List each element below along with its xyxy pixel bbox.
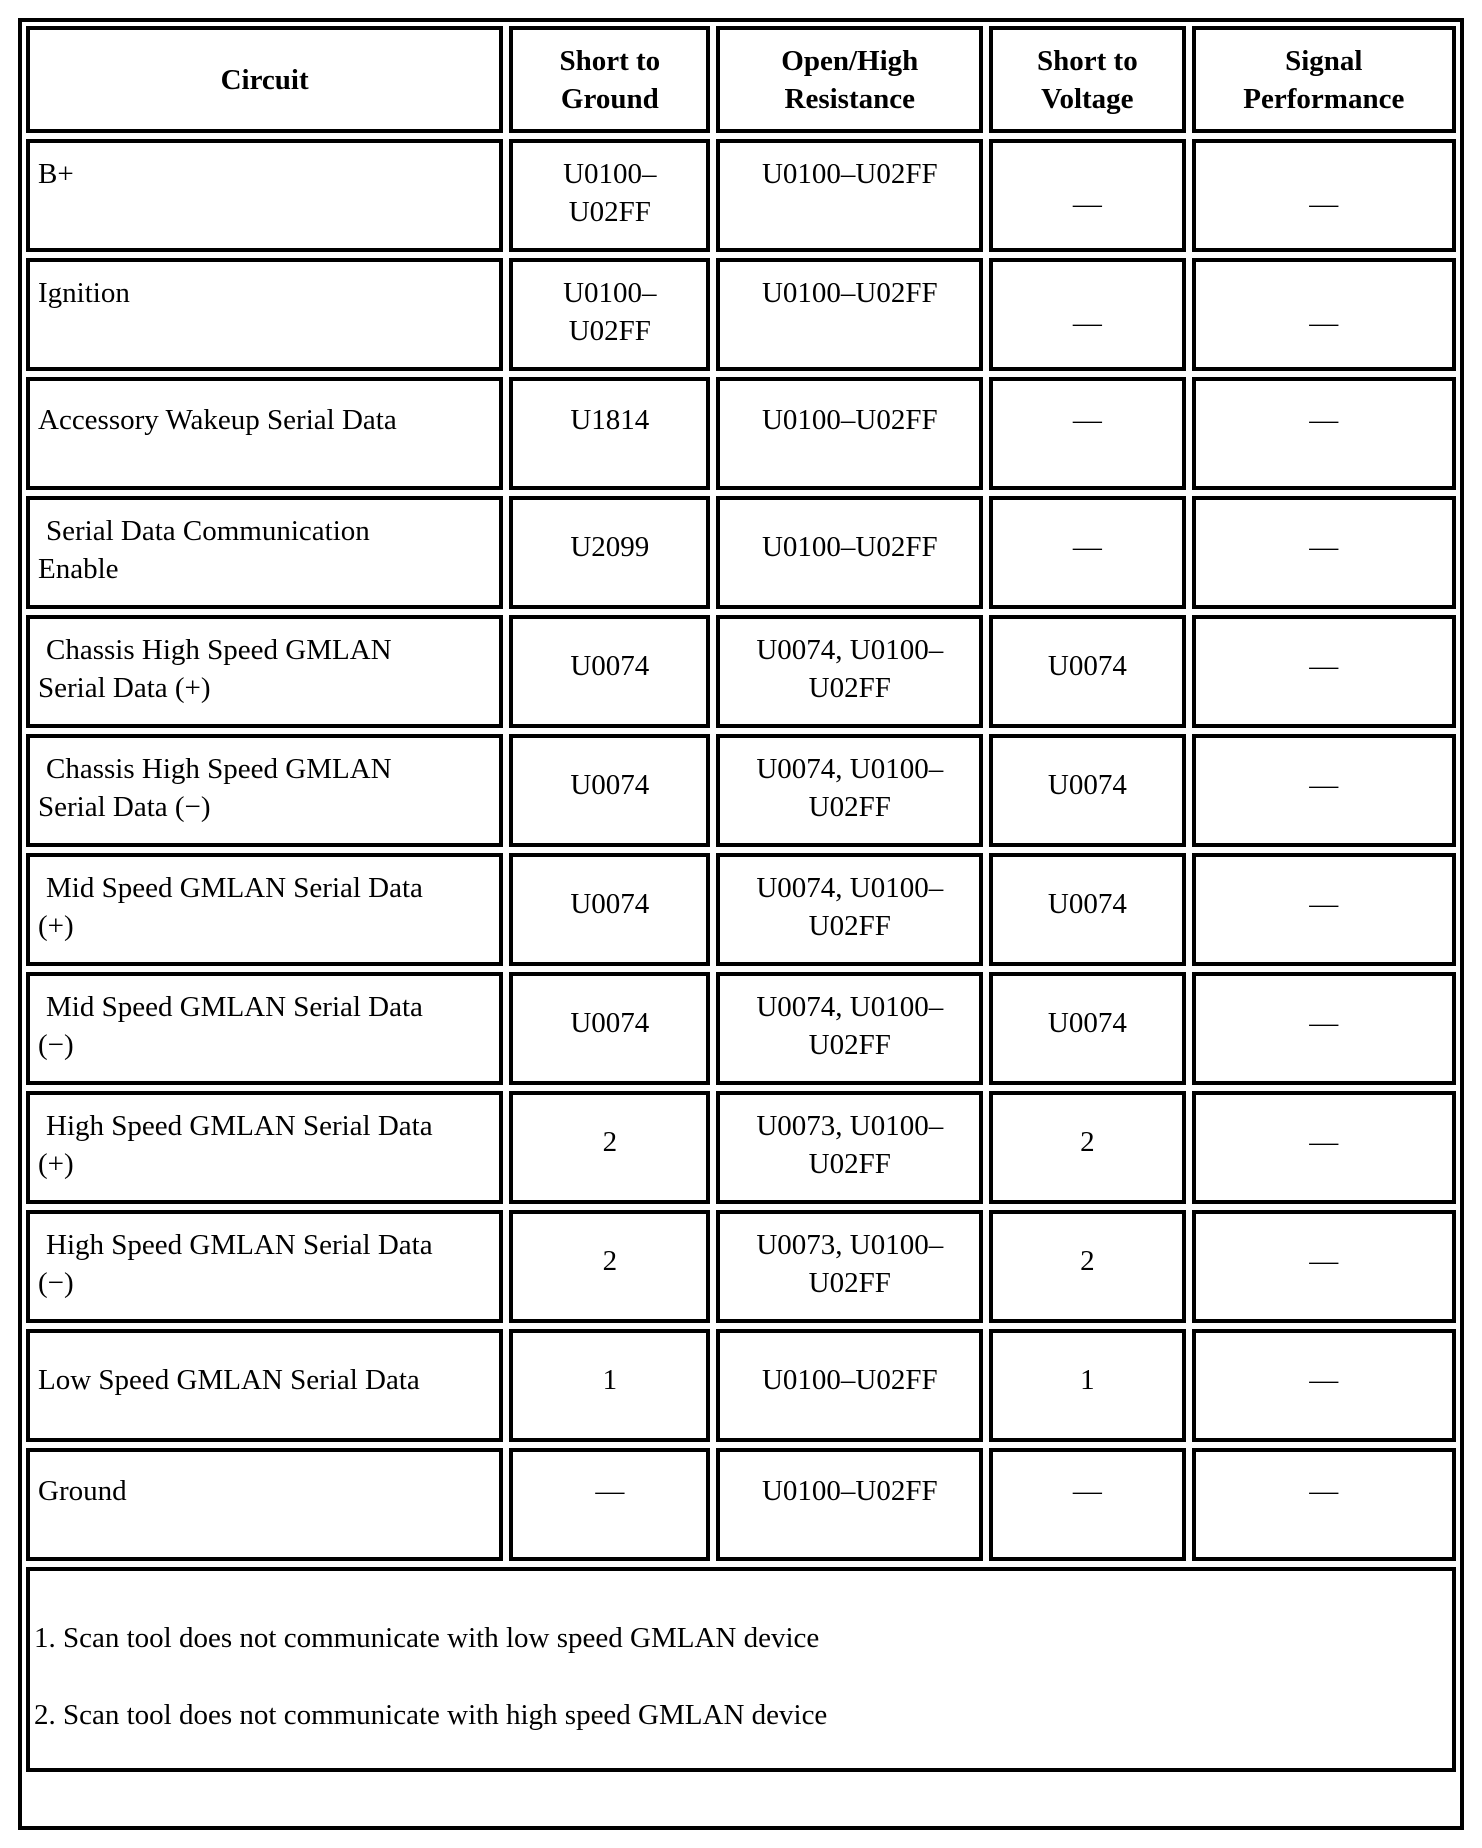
notes-cell xyxy=(26,1567,1456,1772)
signal-performance-cell: — xyxy=(1192,377,1456,490)
short-to-ground-cell: U0074 xyxy=(509,853,710,966)
short-to-ground-cell: U0074 xyxy=(509,734,710,847)
signal-performance-cell: — xyxy=(1192,1091,1456,1204)
short-to-voltage-cell: 1 xyxy=(989,1329,1186,1442)
signal-performance-cell: — xyxy=(1192,1329,1456,1442)
short-to-voltage-cell: U0074 xyxy=(989,853,1186,966)
circuit-cell: Serial Data Communication Enable xyxy=(26,496,503,609)
table-row xyxy=(26,615,1456,728)
short-to-ground-cell: U0100– U02FF xyxy=(509,139,710,252)
circuit-cell: Ground xyxy=(26,1448,503,1561)
short-to-voltage-cell: — xyxy=(989,139,1186,252)
open-high-resistance-cell: U0100–U02FF xyxy=(716,1448,983,1561)
short-to-ground-cell: U0074 xyxy=(509,615,710,728)
short-to-voltage-cell: 2 xyxy=(989,1210,1186,1323)
table-row xyxy=(26,1448,1456,1561)
open-high-resistance-cell: U0073, U0100– U02FF xyxy=(716,1091,983,1204)
short-to-voltage-cell: U0074 xyxy=(989,615,1186,728)
short-to-ground-cell: 2 xyxy=(509,1091,710,1204)
table-row xyxy=(26,377,1456,490)
notes-row xyxy=(26,1567,1456,1772)
header-circuit: Circuit xyxy=(26,26,503,133)
header-short-to-ground: Short to Ground xyxy=(509,26,710,133)
note-1: 1. Scan tool does not communicate with low speed GMLAN device xyxy=(34,1622,820,1654)
short-to-voltage-cell: 2 xyxy=(989,1091,1186,1204)
header-open-high-resistance: Open/High Resistance xyxy=(716,26,983,133)
short-to-voltage-cell: — xyxy=(989,258,1186,371)
open-high-resistance-cell: U0073, U0100– U02FF xyxy=(716,1210,983,1323)
table-row xyxy=(26,496,1456,609)
short-to-voltage-cell: U0074 xyxy=(989,972,1186,1085)
short-to-ground-cell: U0100– U02FF xyxy=(509,258,710,371)
signal-performance-cell: — xyxy=(1192,258,1456,371)
short-to-ground-cell: — xyxy=(509,1448,710,1561)
circuit-dtc-table xyxy=(20,20,1462,1778)
open-high-resistance-cell: U0100–U02FF xyxy=(716,258,983,371)
circuit-cell: Chassis High Speed GMLAN Serial Data (−) xyxy=(26,734,503,847)
table-row xyxy=(26,1091,1456,1204)
open-high-resistance-cell: U0100–U02FF xyxy=(716,496,983,609)
note-2: 2. Scan tool does not communicate with high speed GMLAN device xyxy=(34,1699,828,1731)
short-to-voltage-cell: — xyxy=(989,496,1186,609)
open-high-resistance-cell: U0074, U0100– U02FF xyxy=(716,734,983,847)
circuit-cell: Chassis High Speed GMLAN Serial Data (+) xyxy=(26,615,503,728)
signal-performance-cell: — xyxy=(1192,1448,1456,1561)
open-high-resistance-cell: U0074, U0100– U02FF xyxy=(716,853,983,966)
header-short-to-voltage: Short to Voltage xyxy=(989,26,1186,133)
circuit-cell: Ignition xyxy=(26,258,503,371)
signal-performance-cell: — xyxy=(1192,853,1456,966)
header-row xyxy=(26,26,1456,133)
circuit-cell: Accessory Wakeup Serial Data xyxy=(26,377,503,490)
short-to-ground-cell: 2 xyxy=(509,1210,710,1323)
table-row xyxy=(26,1210,1456,1323)
signal-performance-cell: — xyxy=(1192,734,1456,847)
short-to-ground-cell: U2099 xyxy=(509,496,710,609)
short-to-ground-cell: U1814 xyxy=(509,377,710,490)
circuit-cell: High Speed GMLAN Serial Data (+) xyxy=(26,1091,503,1204)
circuit-cell: Mid Speed GMLAN Serial Data (−) xyxy=(26,972,503,1085)
open-high-resistance-cell: U0100–U02FF xyxy=(716,1329,983,1442)
table-row xyxy=(26,258,1456,371)
header-signal-performance: Signal Performance xyxy=(1192,26,1456,133)
open-high-resistance-cell: U0074, U0100– U02FF xyxy=(716,972,983,1085)
open-high-resistance-cell: U0074, U0100– U02FF xyxy=(716,615,983,728)
short-to-voltage-cell: — xyxy=(989,1448,1186,1561)
circuit-cell: Mid Speed GMLAN Serial Data (+) xyxy=(26,853,503,966)
short-to-voltage-cell: — xyxy=(989,377,1186,490)
table-row xyxy=(26,972,1456,1085)
table-row xyxy=(26,139,1456,252)
circuit-cell: B+ xyxy=(26,139,503,252)
open-high-resistance-cell: U0100–U02FF xyxy=(716,377,983,490)
signal-performance-cell: — xyxy=(1192,972,1456,1085)
table-row xyxy=(26,734,1456,847)
short-to-ground-cell: U0074 xyxy=(509,972,710,1085)
open-high-resistance-cell: U0100–U02FF xyxy=(716,139,983,252)
signal-performance-cell: — xyxy=(1192,615,1456,728)
signal-performance-cell: — xyxy=(1192,496,1456,609)
signal-performance-cell: — xyxy=(1192,139,1456,252)
signal-performance-cell: — xyxy=(1192,1210,1456,1323)
table-row xyxy=(26,853,1456,966)
table-row xyxy=(26,1329,1456,1442)
circuit-cell: Low Speed GMLAN Serial Data xyxy=(26,1329,503,1442)
short-to-voltage-cell: U0074 xyxy=(989,734,1186,847)
short-to-ground-cell: 1 xyxy=(509,1329,710,1442)
circuit-cell: High Speed GMLAN Serial Data (−) xyxy=(26,1210,503,1323)
